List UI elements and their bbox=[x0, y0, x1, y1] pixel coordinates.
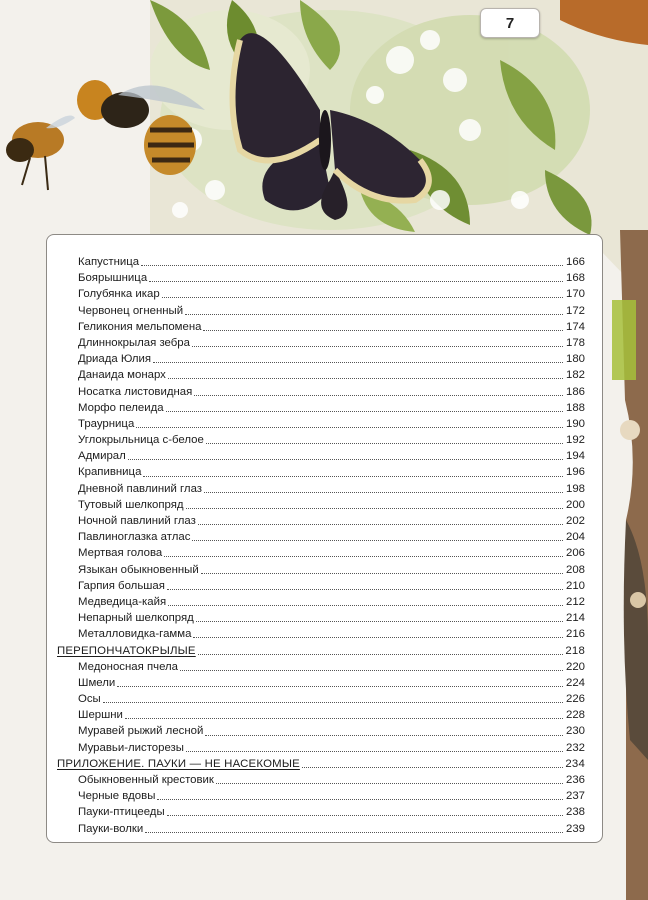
toc-entry[interactable] bbox=[57, 578, 585, 594]
toc-entry-title: Обыкновенный крестовик bbox=[78, 774, 214, 786]
toc-entry[interactable] bbox=[57, 464, 585, 480]
toc-entry-page-number: 168 bbox=[565, 272, 585, 285]
toc-entry-title: Длиннокрылая зебра bbox=[78, 336, 190, 349]
toc-entry[interactable] bbox=[57, 432, 585, 448]
toc-entry[interactable] bbox=[57, 319, 585, 335]
toc-entry[interactable] bbox=[57, 351, 585, 367]
toc-entry-page-number: 174 bbox=[565, 320, 585, 333]
toc-entry-title: Металловидка-гамма bbox=[78, 628, 192, 641]
toc-entry[interactable] bbox=[57, 821, 585, 837]
toc-dot-leader bbox=[193, 636, 563, 638]
toc-dot-leader bbox=[143, 475, 563, 477]
toc-dot-leader bbox=[168, 377, 563, 379]
toc-dot-leader bbox=[167, 814, 563, 816]
toc-entry-page-number: 166 bbox=[565, 256, 585, 268]
toc-entry[interactable] bbox=[57, 804, 585, 820]
toc-entry[interactable] bbox=[57, 626, 585, 642]
toc-entry-title: Капустница bbox=[78, 256, 140, 268]
toc-entry-page-number: 210 bbox=[565, 579, 585, 592]
page-number: 7 bbox=[505, 14, 515, 32]
toc-entry[interactable] bbox=[57, 448, 585, 464]
table-of-contents-panel bbox=[46, 234, 603, 843]
toc-dot-leader bbox=[201, 572, 563, 574]
toc-entry[interactable] bbox=[57, 659, 585, 675]
toc-dot-leader bbox=[204, 491, 563, 493]
toc-entry-page-number: 178 bbox=[565, 336, 585, 349]
toc-entry-title: Боярышница bbox=[78, 272, 148, 285]
toc-dot-leader bbox=[203, 329, 563, 331]
toc-entry-page-number: 214 bbox=[565, 612, 585, 625]
toc-entry-page-number: 172 bbox=[565, 304, 585, 317]
toc-entry[interactable] bbox=[57, 788, 585, 804]
toc-entry-title: Червонец огненный bbox=[78, 304, 184, 317]
toc-entry[interactable] bbox=[57, 723, 585, 739]
toc-dot-leader bbox=[186, 507, 563, 509]
toc-dot-leader bbox=[141, 264, 563, 266]
toc-dot-leader bbox=[145, 831, 563, 833]
toc-entry[interactable] bbox=[57, 400, 585, 416]
toc-entry-title: Черные вдовы bbox=[78, 790, 156, 803]
toc-entry-title: Осы bbox=[78, 693, 101, 706]
toc-entry-title: Шмели bbox=[78, 676, 116, 689]
toc-entry-title: Языкан обыкновенный bbox=[78, 563, 199, 576]
toc-entry-page-number: 224 bbox=[565, 676, 585, 689]
toc-dot-leader bbox=[164, 555, 563, 557]
toc-dot-leader bbox=[128, 458, 563, 460]
toc-entry-page-number: 212 bbox=[565, 595, 585, 608]
toc-entry[interactable] bbox=[57, 286, 585, 302]
toc-entry-page-number: 204 bbox=[565, 531, 585, 544]
toc-dot-leader bbox=[125, 717, 563, 719]
toc-entry-title: Геликония мельпомена bbox=[78, 320, 202, 333]
toc-entry[interactable] bbox=[57, 610, 585, 626]
toc-dot-leader bbox=[157, 798, 563, 800]
toc-entry-page-number: 202 bbox=[565, 515, 585, 527]
toc-entry[interactable] bbox=[57, 675, 585, 691]
toc-dot-leader bbox=[196, 620, 563, 622]
toc-entry-title: Крапивница bbox=[78, 466, 142, 479]
toc-entry-title: Носатка листовидная bbox=[78, 385, 193, 398]
toc-dot-leader bbox=[167, 588, 563, 590]
toc-entry-title: Данаида монарх bbox=[78, 369, 166, 382]
toc-dot-leader bbox=[168, 604, 563, 606]
toc-entry-page-number: 180 bbox=[565, 353, 585, 366]
toc-dot-leader bbox=[198, 653, 563, 655]
toc-entry-page-number: 200 bbox=[565, 498, 585, 511]
toc-entry-title: Павлиноглазка атлас bbox=[78, 531, 191, 544]
toc-dot-leader bbox=[194, 394, 563, 396]
toc-entry[interactable] bbox=[57, 529, 585, 545]
toc-entry-title: ПРИЛОЖЕНИЕ. ПАУКИ — НЕ НАСЕКОМЫЕ bbox=[57, 757, 300, 770]
toc-entry-title: Дневной павлиний глаз bbox=[78, 482, 203, 495]
toc-entry-title: Ночной павлиний глаз bbox=[78, 515, 196, 527]
toc-entry-page-number: 170 bbox=[565, 288, 585, 301]
toc-entry-page-number: 196 bbox=[565, 466, 585, 479]
toc-entry-page-number: 206 bbox=[565, 547, 585, 560]
toc-entry[interactable] bbox=[57, 594, 585, 610]
toc-entry[interactable] bbox=[57, 562, 585, 578]
toc-entry-page-number: 226 bbox=[565, 693, 585, 706]
toc-entry[interactable] bbox=[57, 545, 585, 561]
toc-entry[interactable] bbox=[57, 335, 585, 351]
toc-entry-title: Адмирал bbox=[78, 450, 126, 463]
toc-entry-title: Медведица-кайя bbox=[78, 595, 167, 608]
toc-entry-title: Мертвая голова bbox=[78, 547, 163, 560]
toc-dot-leader bbox=[166, 410, 563, 412]
toc-entry-title: Тутовый шелкопряд bbox=[78, 498, 184, 511]
toc-dot-leader bbox=[136, 426, 563, 428]
toc-entry-page-number: 188 bbox=[565, 401, 585, 414]
toc-entry[interactable] bbox=[57, 367, 585, 383]
toc-entry[interactable] bbox=[57, 740, 585, 756]
toc-entry-page-number: 228 bbox=[565, 709, 585, 722]
toc-section-entry[interactable] bbox=[57, 643, 585, 659]
toc-dot-leader bbox=[153, 361, 563, 363]
page-number-badge bbox=[480, 8, 540, 38]
toc-entry[interactable] bbox=[57, 513, 585, 529]
toc-entry-page-number: 192 bbox=[565, 434, 585, 447]
toc-entry[interactable] bbox=[57, 416, 585, 432]
toc-dot-leader bbox=[117, 685, 563, 687]
toc-dot-leader bbox=[103, 701, 563, 703]
toc-entry-page-number: 194 bbox=[565, 450, 585, 463]
toc-dot-leader bbox=[205, 734, 563, 736]
toc-entry-title: Углокрыльница с-белое bbox=[78, 434, 204, 447]
toc-dot-leader bbox=[216, 782, 563, 784]
toc-entry[interactable] bbox=[57, 497, 585, 513]
toc-entry-title: Морфо пелеида bbox=[78, 401, 164, 414]
toc-entry-title: Муравей рыжий лесной bbox=[78, 725, 204, 738]
toc-entry-page-number: 237 bbox=[565, 790, 585, 803]
toc-section-entry[interactable] bbox=[57, 756, 585, 772]
toc-entry-page-number: 238 bbox=[565, 806, 585, 819]
toc-entry[interactable] bbox=[57, 772, 585, 788]
toc-entry[interactable] bbox=[57, 303, 585, 319]
toc-dot-leader bbox=[192, 539, 563, 541]
toc-entry-page-number: 230 bbox=[565, 725, 585, 738]
toc-entry-page-number: 190 bbox=[565, 417, 585, 430]
toc-entry-title: Медоносная пчела bbox=[78, 660, 179, 673]
toc-entry-title: ПЕРЕПОНЧАТОКРЫЛЫЕ bbox=[57, 644, 196, 657]
toc-entry[interactable] bbox=[57, 707, 585, 723]
toc-entry-page-number: 186 bbox=[565, 385, 585, 398]
toc-entry-title: Пауки-птицееды bbox=[78, 806, 165, 819]
toc-entry-title: Траурница bbox=[78, 417, 135, 430]
toc-entry-page-number: 239 bbox=[565, 822, 585, 835]
toc-dot-leader bbox=[198, 523, 563, 525]
toc-entry[interactable] bbox=[57, 481, 585, 497]
toc-entry-page-number: 232 bbox=[565, 741, 585, 754]
toc-entry-title: Шершни bbox=[78, 709, 123, 722]
toc-entry-page-number: 216 bbox=[565, 628, 585, 641]
toc-dot-leader bbox=[162, 296, 563, 298]
toc-entry[interactable] bbox=[57, 384, 585, 400]
toc-entry-page-number: 220 bbox=[565, 660, 585, 673]
toc-dot-leader bbox=[186, 750, 563, 752]
toc-entry-page-number: 182 bbox=[565, 369, 585, 382]
toc-dot-leader bbox=[192, 345, 563, 347]
toc-entry-title: Гарпия большая bbox=[78, 579, 165, 592]
toc-dot-leader bbox=[185, 313, 563, 315]
toc-entry-page-number: 198 bbox=[565, 482, 585, 495]
toc-entry-page-number: 208 bbox=[565, 563, 585, 576]
toc-dot-leader bbox=[180, 669, 563, 671]
toc-entry-title: Дриада Юлия bbox=[78, 353, 152, 366]
toc-entry[interactable] bbox=[57, 691, 585, 707]
toc-entry-title: Голубянка икар bbox=[78, 288, 160, 301]
toc-entry[interactable] bbox=[57, 254, 585, 270]
toc-entry[interactable] bbox=[57, 270, 585, 286]
toc-entry-page-number: 234 bbox=[565, 757, 585, 770]
toc-entry-title: Пауки-волки bbox=[78, 822, 144, 835]
table-of-contents-list bbox=[57, 254, 585, 837]
toc-entry-title: Муравьи-листорезы bbox=[78, 741, 184, 754]
toc-entry-page-number: 218 bbox=[565, 644, 585, 657]
toc-dot-leader bbox=[206, 442, 563, 444]
toc-dot-leader bbox=[302, 766, 563, 768]
toc-dot-leader bbox=[149, 280, 563, 282]
toc-entry-title: Непарный шелкопряд bbox=[78, 612, 194, 625]
toc-entry-page-number: 236 bbox=[565, 774, 585, 786]
